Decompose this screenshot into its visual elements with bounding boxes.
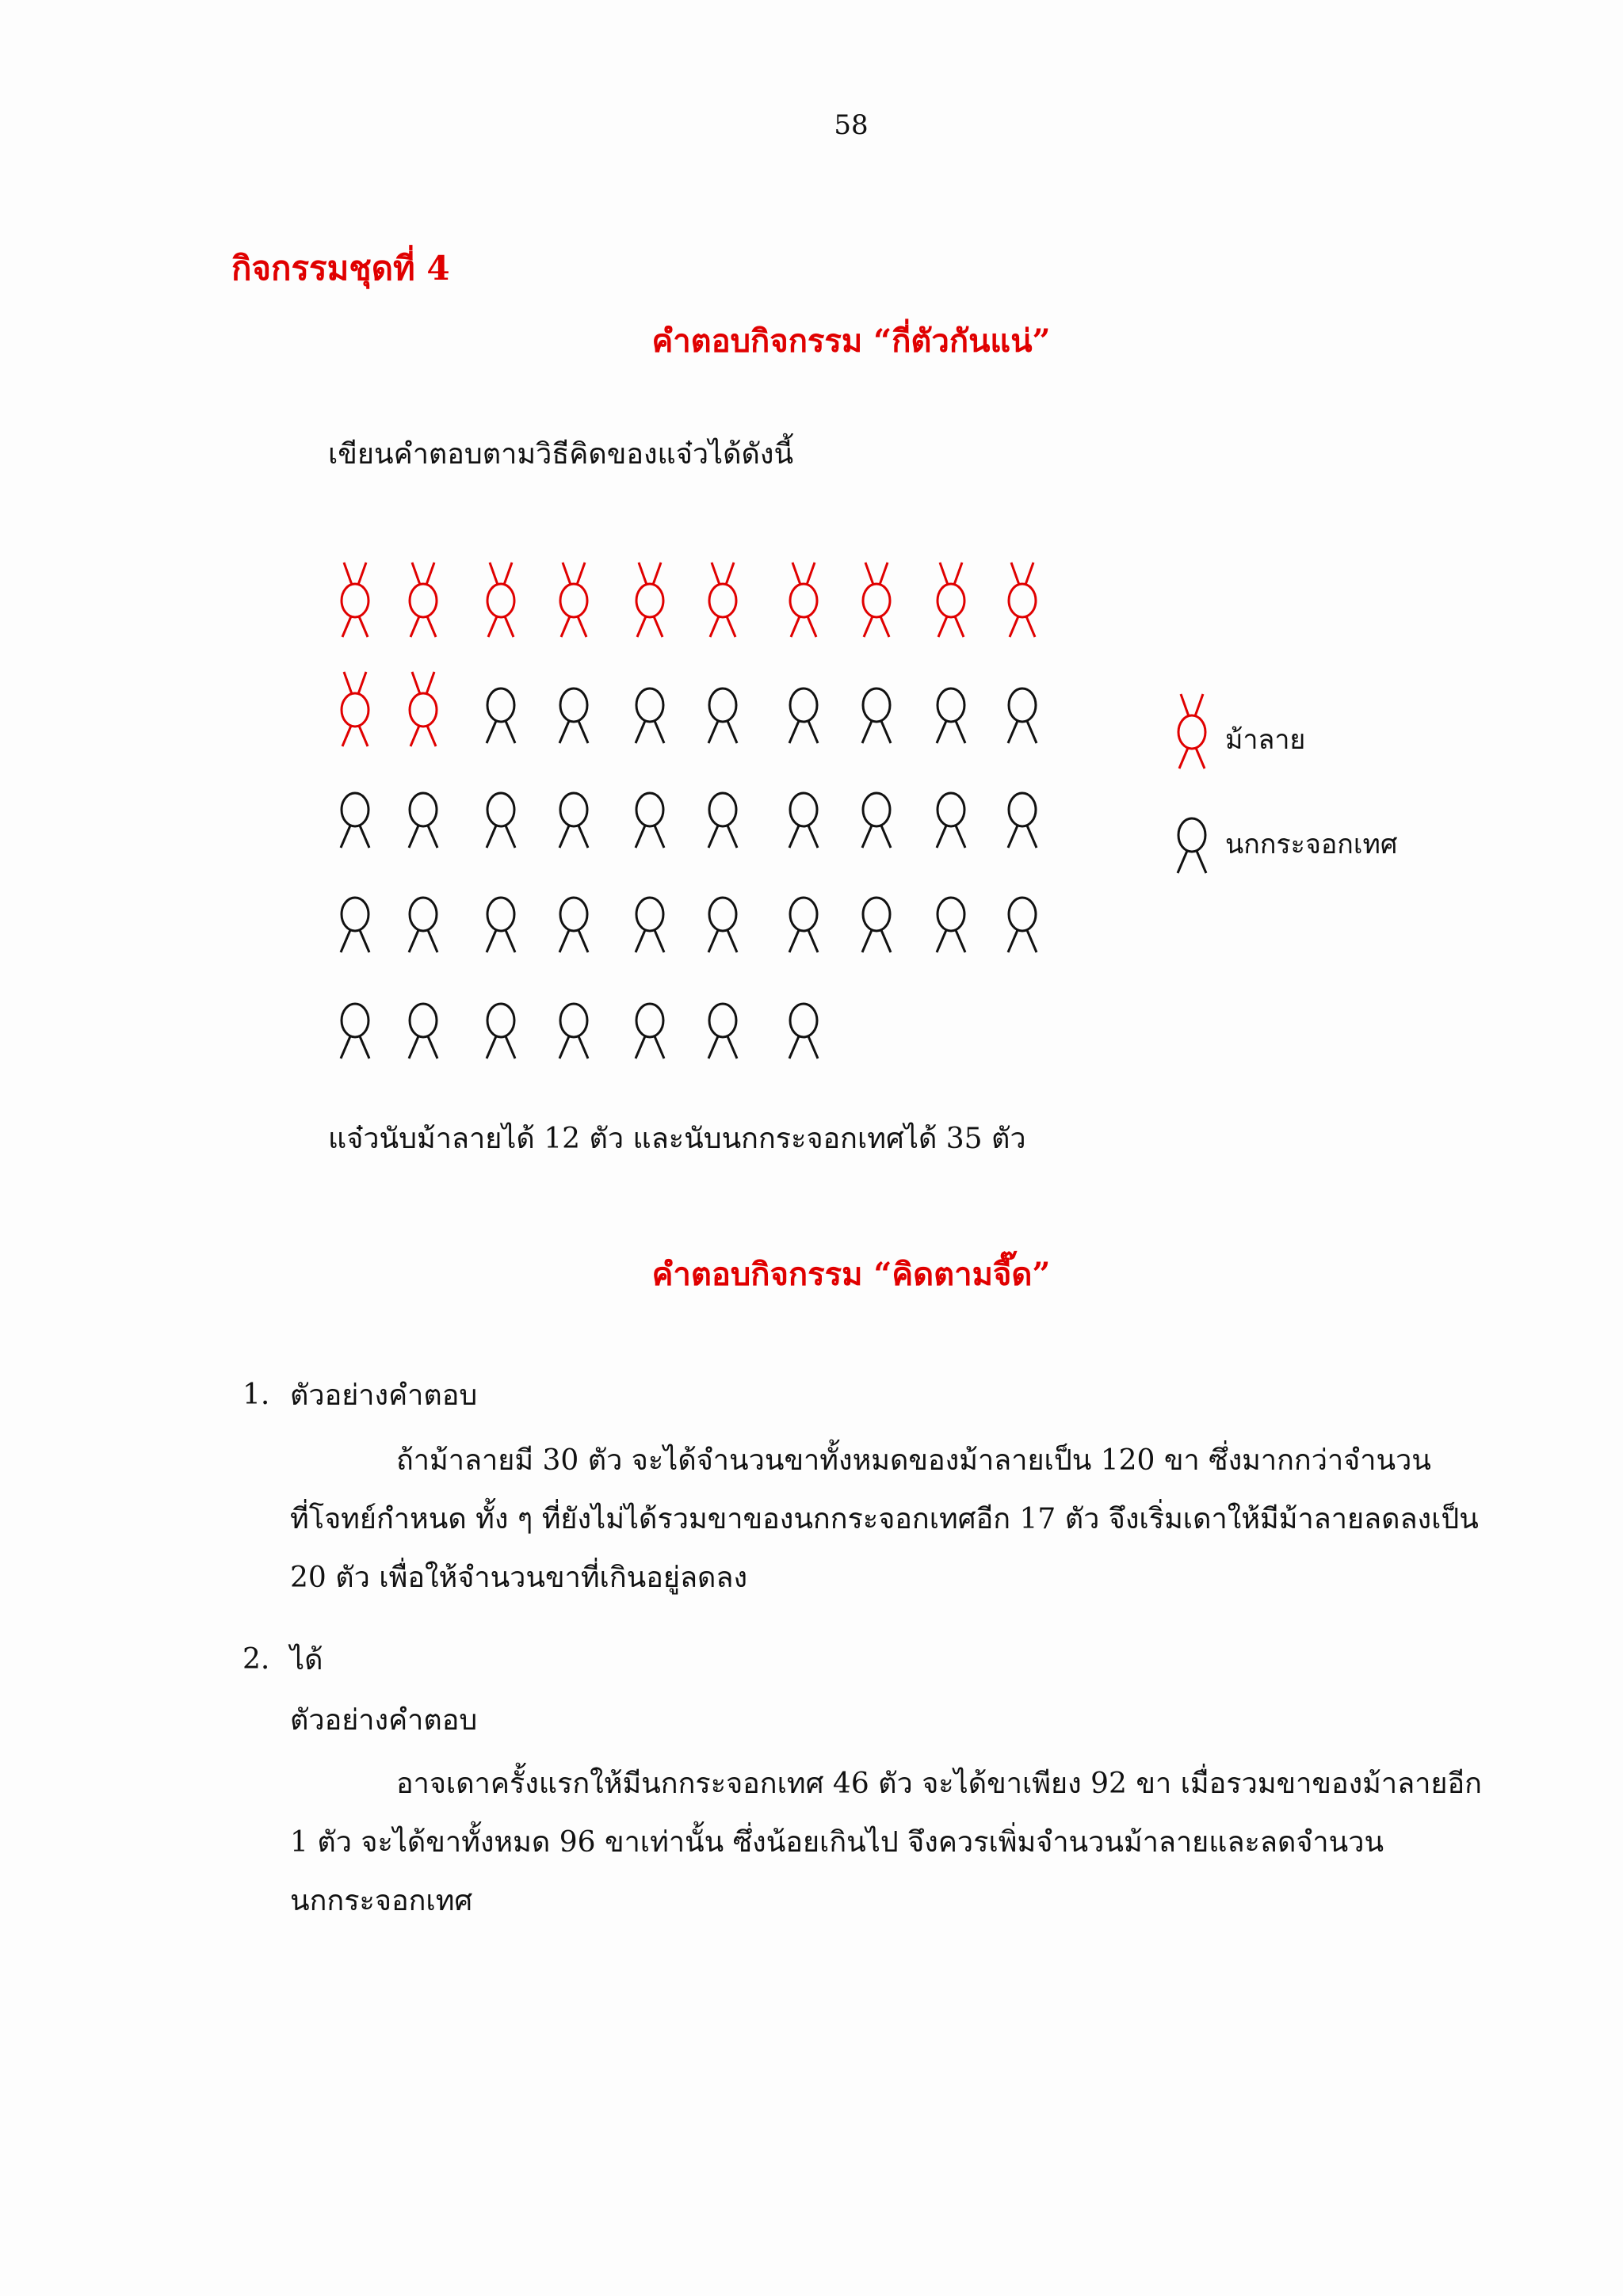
ostrich-icon	[341, 1004, 369, 1058]
question1-answer-line: ที่โจทย์กำหนด ทั้ง ๆ ที่ยังไม่ได้รวมขาของนกกระจอกเทศอีก 17 ตัว จึงเริ่มเดาให้มีม้าลายลดลงเป็น	[290, 1503, 1479, 1535]
ostrich-icon	[789, 688, 818, 743]
ostrich-icon	[1008, 898, 1037, 952]
ostrich-icon	[789, 898, 818, 952]
ostrich-icon	[487, 898, 515, 952]
ostrich-icon	[636, 688, 664, 743]
question2-number: 2.	[242, 1643, 270, 1676]
ostrich-icon	[559, 898, 588, 952]
ostrich-icon	[341, 793, 369, 848]
zebra-icon	[342, 563, 369, 637]
zebra-icon	[636, 563, 663, 637]
ostrich-icon	[341, 898, 369, 952]
counting-sentence: แจ๋วนับม้าลายได้ 12 ตัว และนับนกกระจอกเทศได้ 35 ตัว	[328, 1123, 1026, 1155]
ostrich-icon	[862, 898, 891, 952]
ostrich-icon	[409, 898, 437, 952]
ostrich-icon	[1008, 688, 1037, 743]
ostrich-icon	[559, 688, 588, 743]
page-number: 58	[834, 109, 869, 141]
ostrich-icon	[636, 793, 664, 848]
ostrich-icon	[1178, 818, 1206, 873]
legend-icons	[1178, 694, 1206, 873]
ostrich-icon	[487, 793, 515, 848]
question2-answer: ได้	[290, 1644, 323, 1676]
ostrich-icon	[487, 688, 515, 743]
zebra-icon	[1178, 694, 1205, 769]
ostrich-icon	[789, 1004, 818, 1058]
ostrich-icon	[862, 688, 891, 743]
question2-label: ตัวอย่างคำตอบ	[290, 1704, 478, 1737]
zebra-icon	[790, 563, 817, 637]
ostrich-icon	[487, 1004, 515, 1058]
ostrich-icon	[409, 793, 437, 848]
ostrich-icon	[559, 1004, 588, 1058]
zebra-icon	[487, 563, 514, 637]
ostrich-icon	[708, 898, 737, 952]
zebra-icon	[560, 563, 587, 637]
legend-zebra-label: ม้าลาย	[1225, 724, 1306, 756]
question1-label: ตัวอย่างคำตอบ	[290, 1379, 478, 1412]
ostrich-icon	[636, 898, 664, 952]
question1-number: 1.	[242, 1379, 270, 1411]
ostrich-icon	[937, 898, 965, 952]
activity1-title: คำตอบกิจกรรม “กี่ตัวกันแน่”	[651, 322, 1051, 360]
ostrich-icon	[789, 793, 818, 848]
zebra-icon	[1009, 563, 1036, 637]
zebra-icon	[938, 563, 964, 637]
ostrich-icon	[937, 793, 965, 848]
question2-answer-line: อาจเดาครั้งแรกให้มีนกกระจอกเทศ 46 ตัว จะได้ขาเพียง 92 ขา เมื่อรวมขาของม้าลายอีก	[396, 1768, 1482, 1800]
figure-layer	[341, 563, 1037, 1058]
zebra-icon	[863, 563, 890, 637]
question1-answer-line: 20 ตัว เพื่อให้จำนวนขาที่เกินอยู่ลดลง	[290, 1562, 748, 1594]
question2-answer-line: 1 ตัว จะได้ขาทั้งหมด 96 ขาเท่านั้น ซึ่งน้อยเกินไป จึงควรเพิ่มจำนวนม้าลายและลดจำนวน	[290, 1826, 1384, 1859]
ostrich-icon	[559, 793, 588, 848]
ostrich-icon	[862, 793, 891, 848]
ostrich-icon	[708, 1004, 737, 1058]
activity2-title: คำตอบกิจกรรม “คิดตามจี๊ด”	[651, 1256, 1051, 1293]
question1-answer-line: ถ้าม้าลายมี 30 ตัว จะได้จำนวนขาทั้งหมดของม้าลายเป็น 120 ขา ซึ่งมากกว่าจำนวน	[396, 1444, 1431, 1477]
zebra-icon	[342, 672, 369, 746]
ostrich-icon	[937, 688, 965, 743]
ostrich-icon	[636, 1004, 664, 1058]
ostrich-icon	[409, 1004, 437, 1058]
ostrich-icon	[1008, 793, 1037, 848]
ostrich-icon	[708, 793, 737, 848]
question2-answer-line: นกกระจอกเทศ	[290, 1885, 473, 1917]
activity1-intro: เขียนคำตอบตามวิธีคิดของแจ๋วได้ดังนี้	[328, 438, 794, 471]
zebra-icon	[410, 672, 437, 746]
zebra-icon	[709, 563, 736, 637]
activity-set-title: กิจกรรมชุดที่ 4	[231, 249, 450, 288]
zebra-icon	[410, 563, 437, 637]
ostrich-icon	[708, 688, 737, 743]
legend-ostrich-label: นกกระจอกเทศ	[1225, 829, 1398, 860]
